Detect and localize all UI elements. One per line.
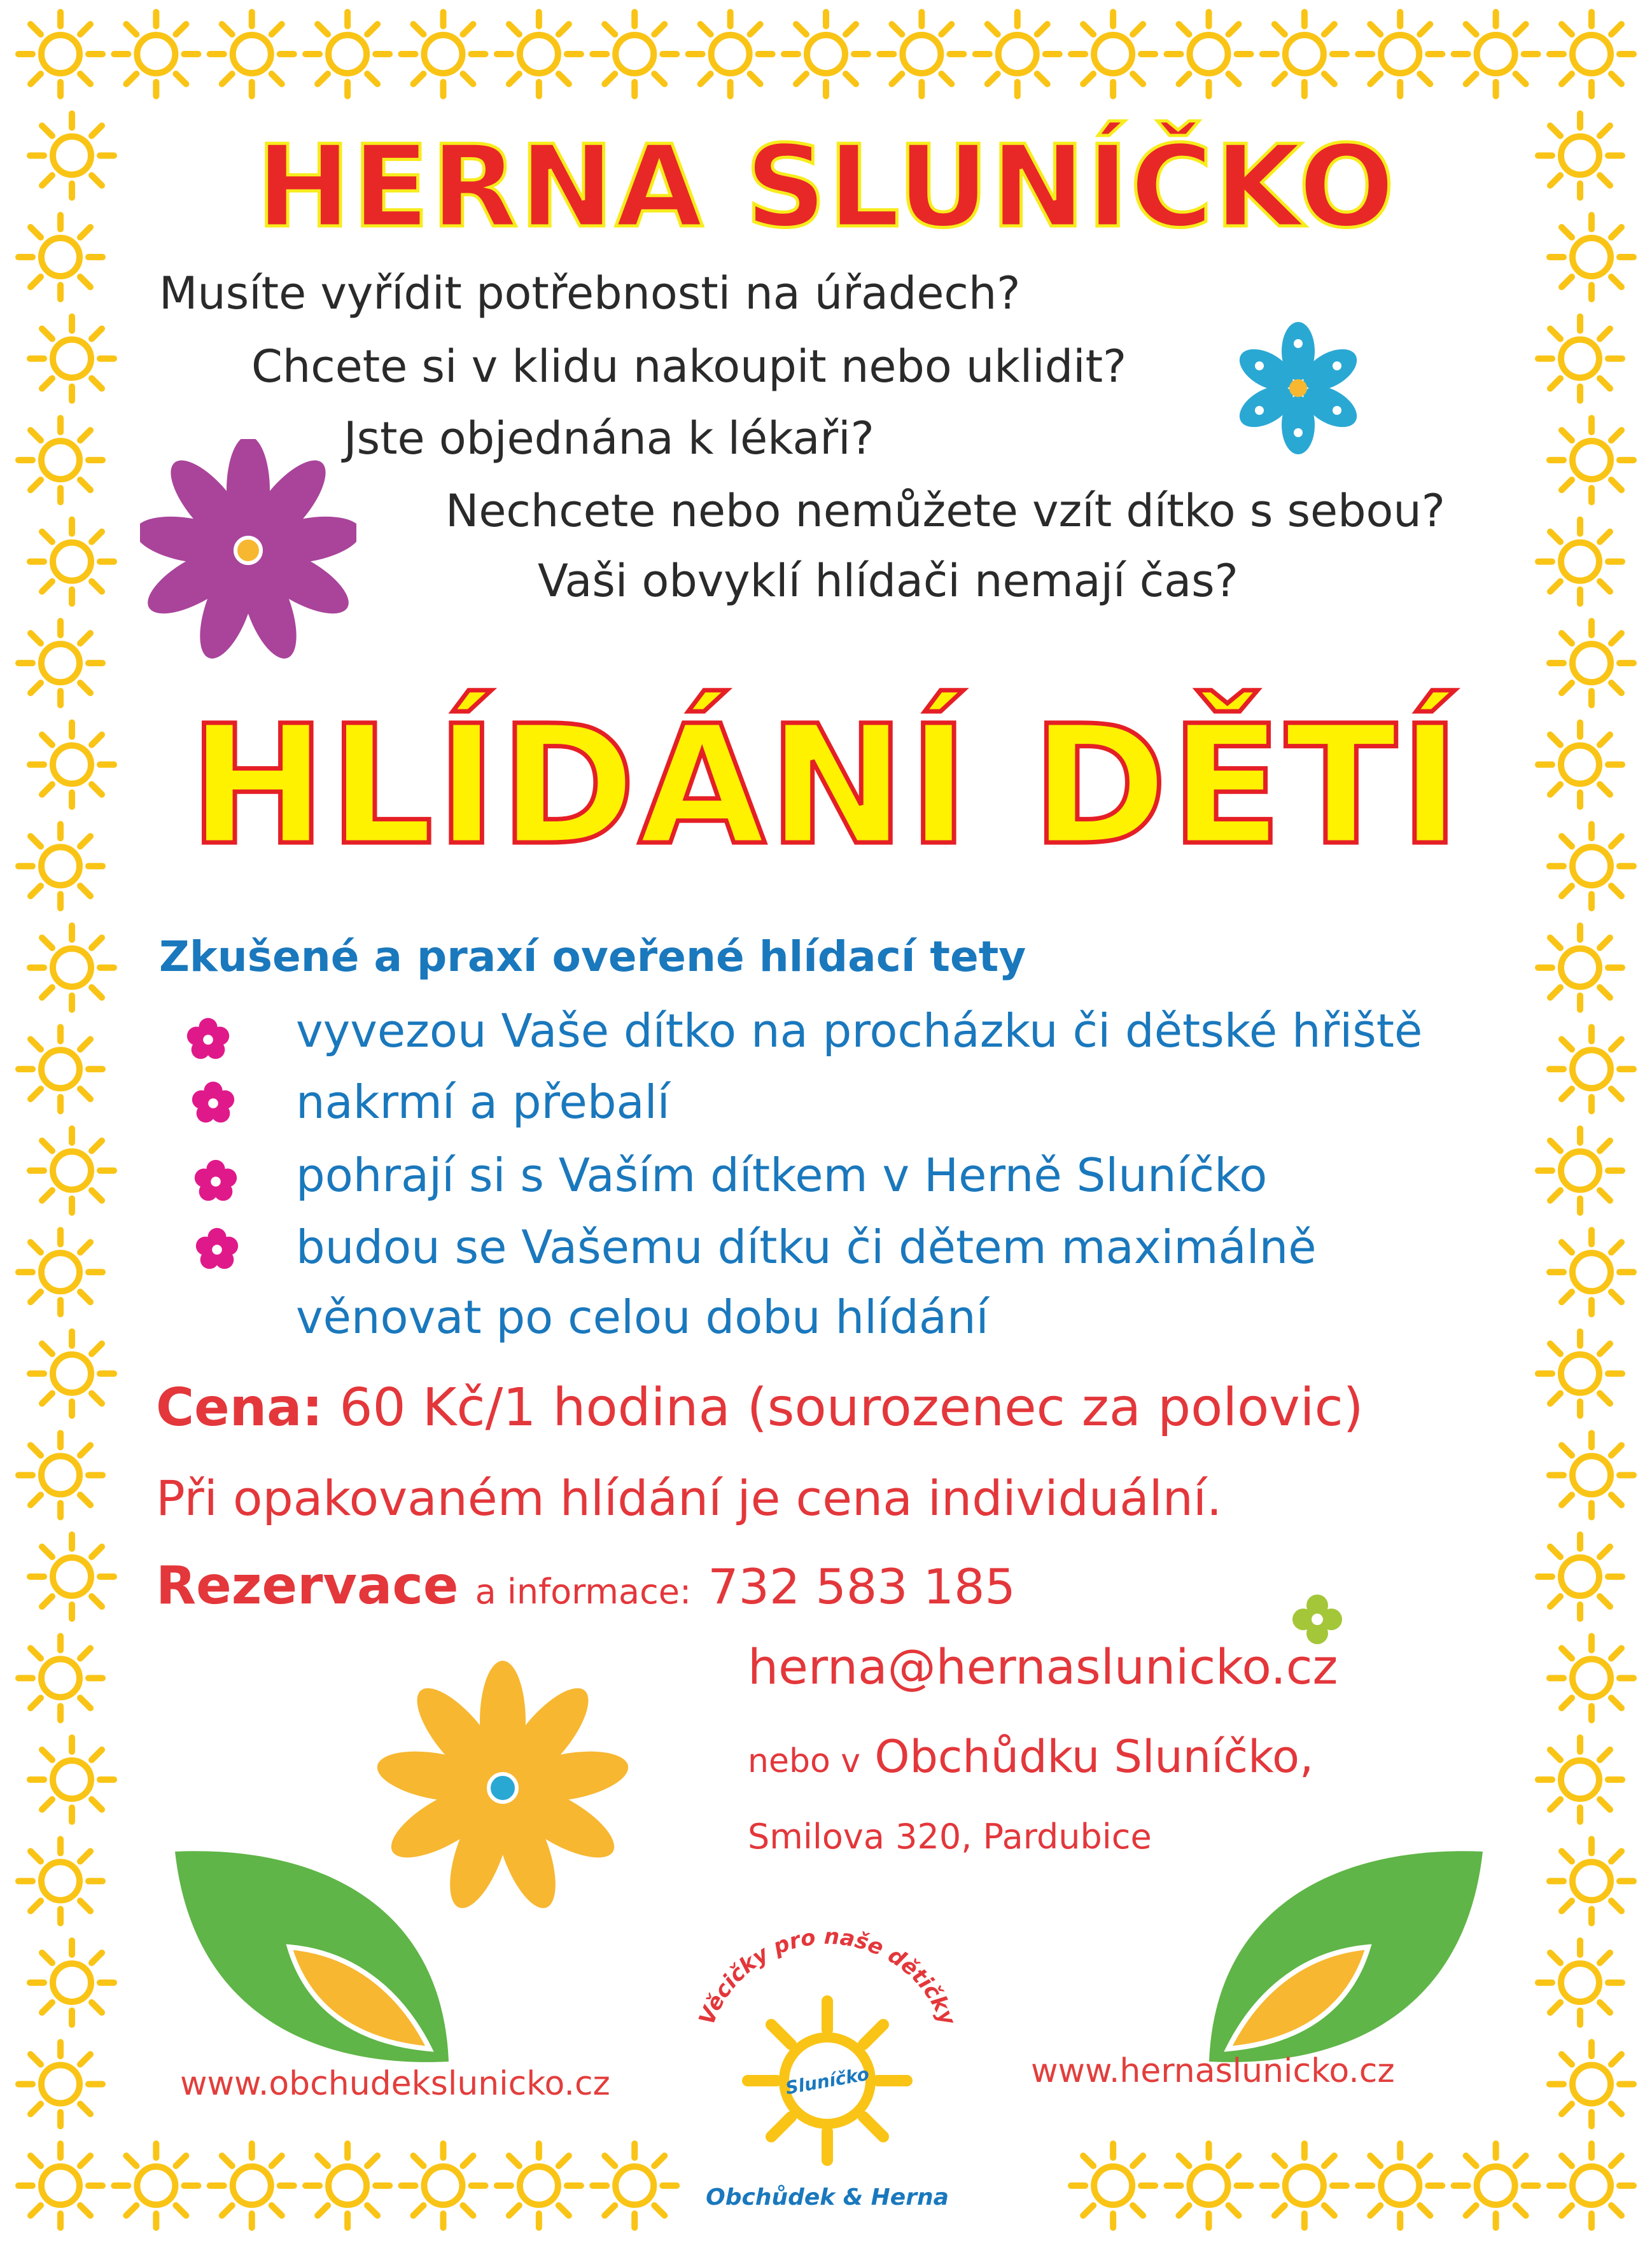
sun-icon — [114, 2144, 198, 2228]
sun-icon — [30, 1738, 114, 1822]
question-3: Jste objednána k lékaři? — [344, 412, 874, 464]
sun-icon — [1538, 1535, 1622, 1619]
sun-icon — [30, 1535, 114, 1619]
sun-icon — [592, 12, 676, 96]
phone-number[interactable]: 732 583 185 — [708, 1558, 1016, 1615]
sun-icon — [1550, 1636, 1634, 1720]
sun-icon — [1550, 2144, 1634, 2228]
sun-icon — [1550, 2042, 1634, 2126]
page-title: HERNA SLUNÍČKO — [256, 121, 1396, 253]
sun-icon — [18, 418, 102, 502]
question-5: Vaši obvyklí hlídači nemají čas? — [538, 555, 1238, 607]
sun-icon — [18, 1839, 102, 1923]
sun-icon — [18, 2144, 102, 2228]
bullet-flower-icon — [188, 1079, 238, 1128]
sun-icon — [689, 12, 773, 96]
bullet-flower-icon — [191, 1157, 241, 1206]
left-leaf-icon — [169, 1833, 461, 2074]
address: Smilova 320, Pardubice — [748, 1817, 1152, 1857]
slunicko-logo — [662, 1918, 993, 2224]
sun-icon — [305, 2144, 389, 2228]
sun-icon — [1071, 12, 1155, 96]
sun-icon — [1263, 2144, 1347, 2228]
teal-flower-icon — [1228, 318, 1368, 458]
offer-item-3: pohrají si s Vaším dítkem v Herně Sluníčko — [296, 1148, 1268, 1202]
sun-icon — [1358, 2144, 1442, 2228]
bullet-flower-icon — [192, 1225, 242, 1274]
sun-icon — [1550, 1230, 1634, 1314]
right-leaf-icon — [1196, 1833, 1489, 2074]
sun-icon — [784, 12, 868, 96]
logo-arc-text: Věcičky pro naše dětičky — [694, 1923, 961, 2029]
sun-icon — [1538, 926, 1622, 1010]
sun-icon — [1358, 12, 1442, 96]
sun-icon — [1550, 1839, 1634, 1923]
sun-icon — [879, 12, 963, 96]
sun-icon — [1071, 2144, 1155, 2228]
sun-icon — [1454, 12, 1538, 96]
shop-line — [748, 1731, 1313, 1783]
sun-icon — [30, 926, 114, 1010]
sun-icon — [497, 2144, 581, 2228]
question-1: Musíte vyřídit potřebnosti na úřadech? — [159, 267, 1021, 319]
or-prefix: nebo v — [748, 1742, 861, 1780]
sun-icon — [1550, 418, 1634, 502]
sun-icon — [18, 1027, 102, 1111]
offer-subtitle: Zkušené a praxí oveřené hlídací tety — [159, 932, 1026, 981]
sun-icon — [1538, 520, 1622, 604]
sun-icon — [30, 317, 114, 401]
sun-icon — [1538, 1941, 1622, 2025]
sun-icon — [30, 1332, 114, 1416]
sun-icon — [497, 12, 581, 96]
sun-icon — [1538, 1129, 1622, 1213]
reservation-line — [156, 1556, 1016, 1616]
sun-icon — [18, 1230, 102, 1314]
sun-icon — [305, 12, 389, 96]
price-label: Cena: — [156, 1378, 323, 1438]
website-right-link[interactable]: www.hernaslunicko.cz — [1031, 2052, 1395, 2090]
sun-icon — [1538, 1738, 1622, 1822]
sun-icon — [1167, 12, 1251, 96]
offer-item-2: nakrmí a přebalí — [296, 1075, 670, 1129]
sun-icon — [976, 12, 1060, 96]
sun-icon — [402, 12, 486, 96]
reservation-label-small: a informace: — [475, 1572, 692, 1612]
reservation-label: Rezervace — [156, 1556, 459, 1616]
sun-icon — [402, 2144, 486, 2228]
logo-center-text: Sluníčko — [783, 2063, 871, 2099]
price-line — [156, 1378, 1364, 1438]
website-left-link[interactable]: www.obchudekslunicko.cz — [180, 2065, 610, 2103]
bullet-flower-icon — [183, 1015, 233, 1065]
sun-icon — [114, 12, 198, 96]
sun-icon — [1538, 1332, 1622, 1416]
price-value: 60 Kč/1 hodina (sourozenec za polovic) — [339, 1378, 1364, 1438]
question-2: Chcete si v klidu nakoupit nebo uklidit? — [251, 340, 1127, 393]
sun-icon — [1550, 1433, 1634, 1517]
sun-icon — [30, 520, 114, 604]
offer-item-1: vyvezou Vaše dítko na procházku či dětské hřiště — [296, 1004, 1423, 1058]
offer-item-4: budou se Vašemu dítku či dětem maximálně — [296, 1220, 1317, 1274]
sun-icon — [18, 1636, 102, 1720]
sun-icon — [1538, 317, 1622, 401]
sun-icon — [210, 12, 294, 96]
sun-icon — [18, 12, 102, 96]
question-4: Nechcete nebo nemůžete vzít dítko s sebou? — [445, 485, 1445, 537]
sun-icon — [210, 2144, 294, 2228]
price-note: Při opakovaném hlídání je cena individuální. — [156, 1470, 1222, 1526]
sun-icon — [18, 2042, 102, 2126]
sun-icon — [18, 1433, 102, 1517]
purple-flower-icon — [140, 439, 356, 662]
main-title: HLÍDÁNÍ DĚTÍ — [188, 690, 1464, 881]
sun-icon — [30, 1941, 114, 2025]
shop-name: Obchůdku Sluníčko, — [874, 1731, 1314, 1783]
email-link[interactable]: herna@hernaslunicko.cz — [748, 1638, 1338, 1695]
sun-icon — [1550, 12, 1634, 96]
sun-icon — [1167, 2144, 1251, 2228]
sun-icon — [30, 1129, 114, 1213]
logo-bottom-text: Obchůdek & Herna — [706, 2184, 949, 2210]
sun-icon — [1263, 12, 1347, 96]
sun-icon — [1454, 2144, 1538, 2228]
offer-item-5: věnovat po celou dobu hlídání — [296, 1290, 989, 1344]
sun-icon — [1550, 1027, 1634, 1111]
